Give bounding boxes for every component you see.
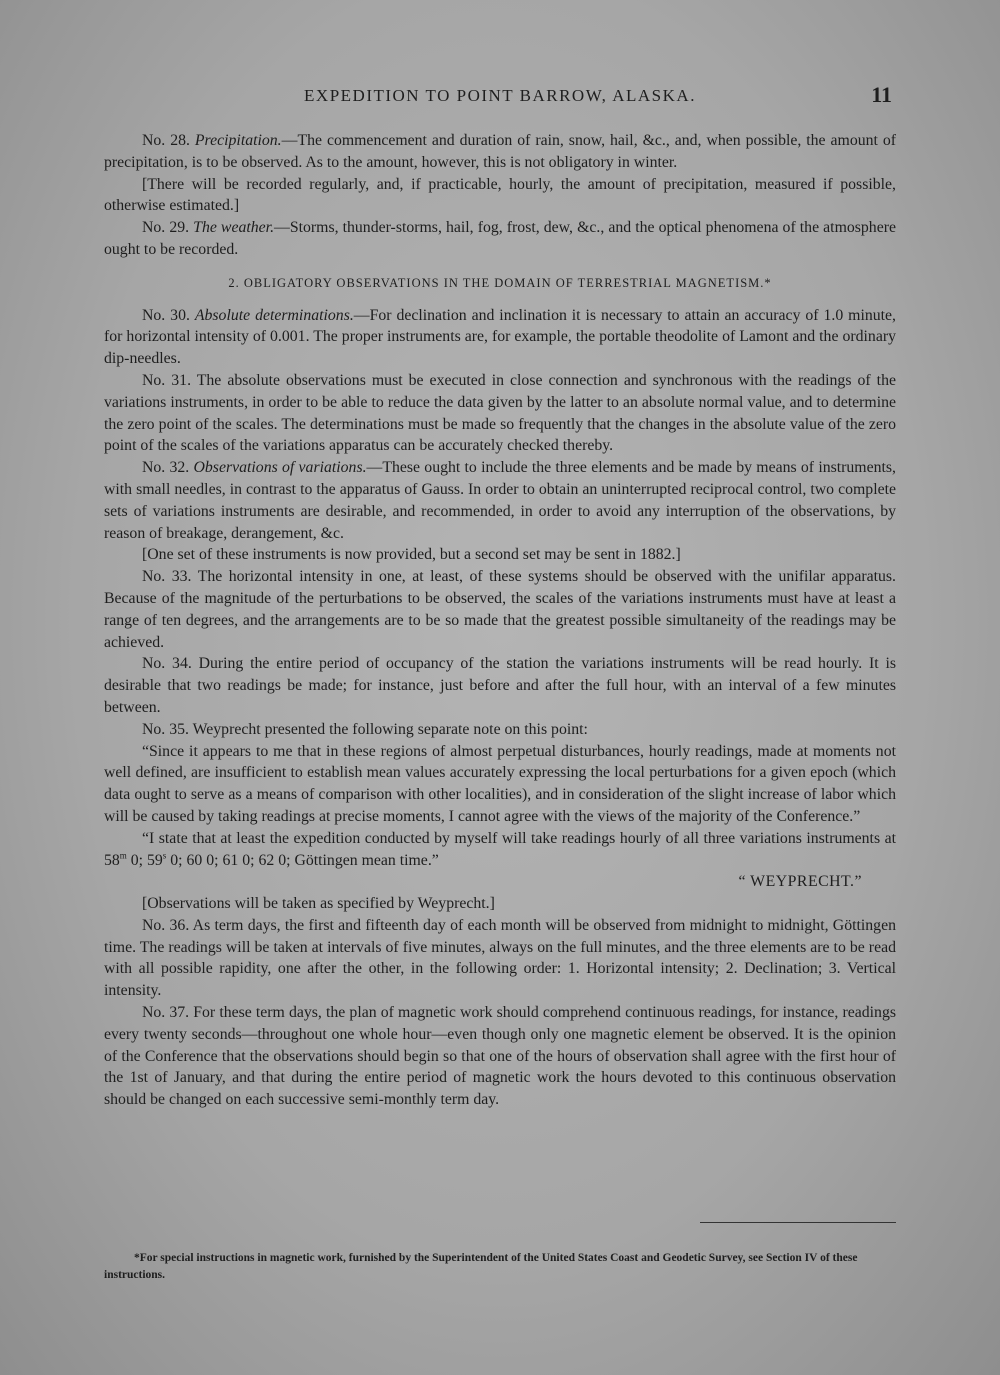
paragraph-text: —For declination and inclination it is necessary to attain an accuracy of 1.0 minute, for horizontal intensity of 0.001. The proper instruments are, for example, the portable theodolite of Lamont and the ordinary dip-needles. [104,306,896,368]
quote-text: 0; 61 [202,851,239,869]
second-mark: s [162,850,167,861]
quote-text: 0; 59 [126,851,163,869]
signature-weyprecht: “ WEYPRECHT.” [738,873,862,891]
paragraph-title: Observations of variations. [193,459,367,477]
paragraph-text: —These ought to include the three elements and be made by means of instruments, with small needles, in contrast to the apparatus of Gauss. In order to obtain an uninterrupted reciprocal control, two complete sets of variations instruments are desirable, and recommended, in order to avoid any interruption of the observations, by reason of breakage, derangement, &c. [104,459,896,542]
quote-text: 0; 62 [238,851,275,869]
paragraph-no30 [104,305,896,370]
body-text [104,130,896,1111]
quote-text: 0; Göttingen mean time.” [274,851,439,869]
paragraph-no33: No. 33. The horizontal intensity in one, at least, of these systems should be observed with the unifilar apparatus. Because of the magnitude of the perturbations to be observed, the scales of the variations instruments must have at least a range of ten degrees, and the arrangements are to be so made that the greatest possible simultaneity of the readings may be achieved. [104,568,896,651]
paragraph-no32 [104,457,896,544]
quote-text: 0; 60 [166,851,203,869]
paragraph-text: —The commencement and duration of rain, snow, hail, &c., and, when possible, the amount of precipitation, is to be observed. As to the amount, however, this is not obligatory in winter. [104,132,897,171]
paragraph-no37: No. 37. For these term days, the plan of magnetic work should comprehend continuous readings, for instance, readings every twenty seconds—throughout one whole hour—even though only one magnetic element be observed. It is the opinion of the Conference that the observations should begin so that one of the hours of observation shall agree with the first hour of the 1st of January, and that during the entire period of magnetic work the hours devoted to this continuous observation should be changed on each successive semi-monthly term day. [104,1004,896,1109]
paragraph-precipitation-note: [There will be recorded regularly, and, if practicable, hourly, the amount of precipitation, measured if possible, otherwise estimated.] [104,175,896,215]
paragraph-title: Absolute determinations. [194,306,354,324]
quote-weyprecht-1: “Since it appears to me that in these regions of almost perpetual disturbances, hourly readings, made at moments not well defined, are insufficient to establish mean values accurately expressing the local perturbations for a given epoch (which data ought to serve as a means of comparison with other localities), and in consideration of the slight increase of labor which will be caused by taking readings at precise moments, I cannot agree with the views of the majority of the Conference.” [104,742,896,825]
quote-weyprecht-2 [104,828,896,872]
paragraph-no28 [104,130,896,174]
footnote-rule [700,1222,896,1223]
paragraph-title: Precipitation. [194,132,282,149]
page-header [100,82,900,110]
paragraph-no31: No. 31. The absolute observations must be executed in close connection and synchronous with the readings of the variations instruments, in order to be able to reduce the data given by the latter to an absolute normal value, and to determine the zero point of the scales. The determinations must be made so frequently that the changes in the absolute value of the zero point of the scales of the variations apparatus can be accurately checked thereby. [104,371,896,455]
footnote: *For special instructions in magnetic work, furnished by the Superintendent of the United States Coast and Geodetic Survey, see Section IV of these instructions. [104,1252,858,1281]
paragraph-lead: No. 32. [142,459,194,477]
paragraph-lead: No. 30. [142,306,195,324]
minute-mark: m [119,850,127,861]
paragraph-text: —Storms, thunder-storms, hail, fog, frost, dew, &c., and the optical phenomena of the atmosphere ought to be recorded. [104,219,896,258]
paragraph-lead: No. 28. [142,132,195,149]
paragraph-instruments-note: [One set of these instruments is now provided, but a second set may be sent in 1882.] [142,546,681,564]
quote-text: “I state that at least the expedition conducted by myself will take readings hourly of all three variations instruments at 58 [104,829,896,869]
running-title: EXPEDITION TO POINT BARROW, ALASKA. [304,86,696,105]
paragraph-lead: No. 29. [142,219,194,237]
paragraph-no29 [104,217,896,261]
paragraph-title: The weather. [193,219,275,237]
paragraph-no36: No. 36. As term days, the first and fifteenth day of each month will be observed from midnight to midnight, Göttingen time. The readings will be taken at intervals of five minutes, always on the full minutes, and the three elements are to be read with all possible rapidity, one after the other, in the following order: 1. Horizontal intensity; 2. Declination; 3. Vertical intensity. [104,916,896,1000]
paragraph-observations-note: [Observations will be taken as specified by Weyprecht.] [142,895,495,913]
paragraph-no35: No. 35. Weyprecht presented the following separate note on this point: [142,720,588,738]
paragraph-no34: No. 34. During the entire period of occupancy of the station the variations instruments will be read hourly. It is desirable that two readings be made; for instance, just before and after the full hour, with an interval of a few minutes between. [104,655,896,716]
section-heading: 2. OBLIGATORY OBSERVATIONS IN THE DOMAIN OF TERRESTRIAL MAGNETISM.* [228,275,772,290]
page-number: 11 [871,82,892,107]
